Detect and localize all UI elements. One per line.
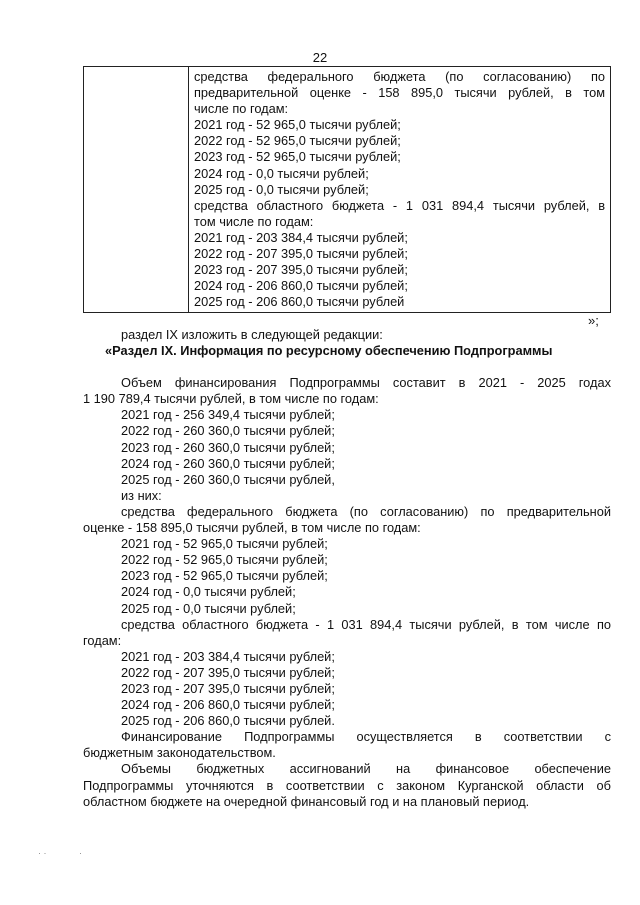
page-number: 22	[312, 50, 328, 65]
year-line: 2023 год - 52 965,0 тысячи рублей;	[121, 568, 328, 584]
table-line: 2023 год - 52 965,0 тысячи рублей;	[194, 149, 401, 165]
of-them-text: из них:	[121, 487, 162, 503]
table-cell-content	[189, 67, 611, 313]
paragraph-line: оценке - 158 895,0 тысячи рублей, в том числе по годам:	[83, 520, 421, 536]
year-line: 2025 год - 260 360,0 тысячи рублей,	[121, 471, 335, 487]
year-line: 2025 год - 0,0 тысячи рублей;	[121, 600, 296, 616]
paragraph-line: бюджетным законодательством.	[83, 745, 276, 761]
funding-table	[83, 66, 611, 313]
paragraph-line: Объемы бюджетных ассигнований на финансовое обеспечение	[121, 761, 611, 777]
paragraph-line: 1 190 789,4 тысячи рублей, в том числе по годам:	[83, 391, 379, 407]
table-line: 2022 год - 52 965,0 тысячи рублей;	[194, 133, 401, 149]
year-line: 2022 год - 260 360,0 тысячи рублей;	[121, 423, 335, 439]
paragraph-line: средства федерального бюджета (по согласованию) по предварительной	[121, 503, 611, 519]
year-line: 2024 год - 260 360,0 тысячи рублей;	[121, 455, 335, 471]
paragraph-line: средства областного бюджета - 1 031 894,4 тысячи рублей, в том числе по	[121, 616, 611, 632]
instruction-text: раздел IX изложить в следующей редакции:	[121, 327, 383, 342]
table-row	[84, 67, 611, 313]
year-line: 2024 год - 0,0 тысячи рублей;	[121, 584, 296, 600]
table-line: 2025 год - 0,0 тысячи рублей;	[194, 181, 369, 197]
year-line: 2021 год - 256 349,4 тысячи рублей;	[121, 407, 335, 423]
year-line: 2021 год - 52 965,0 тысячи рублей;	[121, 536, 328, 552]
paragraph-line: Объем финансирования Подпрограммы составит в 2021 - 2025 годах	[121, 375, 611, 391]
table-line: 2024 год - 0,0 тысячи рублей;	[194, 165, 369, 181]
year-line: 2023 год - 207 395,0 тысячи рублей;	[121, 680, 335, 696]
table-line: числе по годам:	[194, 101, 289, 117]
scan-marks: · · ·	[38, 848, 82, 858]
year-line: 2021 год - 203 384,4 тысячи рублей;	[121, 648, 335, 664]
table-cell-empty	[84, 67, 189, 313]
section-body	[83, 327, 611, 810]
table-line: 2025 год - 206 860,0 тысячи рублей	[194, 294, 405, 310]
paragraph-line: годам:	[83, 632, 122, 648]
paragraph-line: Финансирование Подпрограммы осуществляется в соответствии с	[121, 729, 611, 745]
table-line: средства федерального бюджета (по согласованию) по	[194, 69, 605, 84]
table-line: том числе по годам:	[194, 213, 314, 229]
table-line: 2024 год - 206 860,0 тысячи рублей;	[194, 278, 408, 294]
table-line: предварительной оценке - 158 895,0 тысячи рублей, в том	[194, 85, 605, 101]
year-line: 2025 год - 206 860,0 тысячи рублей.	[121, 713, 335, 729]
table-line: 2021 год - 203 384,4 тысячи рублей;	[194, 229, 408, 245]
table-line: 2021 год - 52 965,0 тысячи рублей;	[194, 117, 401, 133]
year-line: 2022 год - 207 395,0 тысячи рублей;	[121, 664, 335, 680]
closing-quote: »;	[588, 313, 599, 328]
paragraph-line: Подпрограммы уточняются в соответствии с законом Курганской области об	[83, 777, 611, 793]
year-line: 2022 год - 52 965,0 тысячи рублей;	[121, 552, 328, 568]
section-heading: «Раздел IX. Информация по ресурсному обеспечению Подпрограммы	[105, 343, 553, 359]
table-line: 2022 год - 207 395,0 тысячи рублей;	[194, 246, 408, 262]
table-line: 2023 год - 207 395,0 тысячи рублей;	[194, 262, 408, 278]
year-line: 2023 год - 260 360,0 тысячи рублей;	[121, 439, 335, 455]
year-line: 2024 год - 206 860,0 тысячи рублей;	[121, 697, 335, 713]
table-line: средства областного бюджета - 1 031 894,4 тысячи рублей, в	[194, 197, 605, 213]
paragraph-line: областном бюджете на очередной финансовый год и на плановый период.	[83, 793, 530, 809]
